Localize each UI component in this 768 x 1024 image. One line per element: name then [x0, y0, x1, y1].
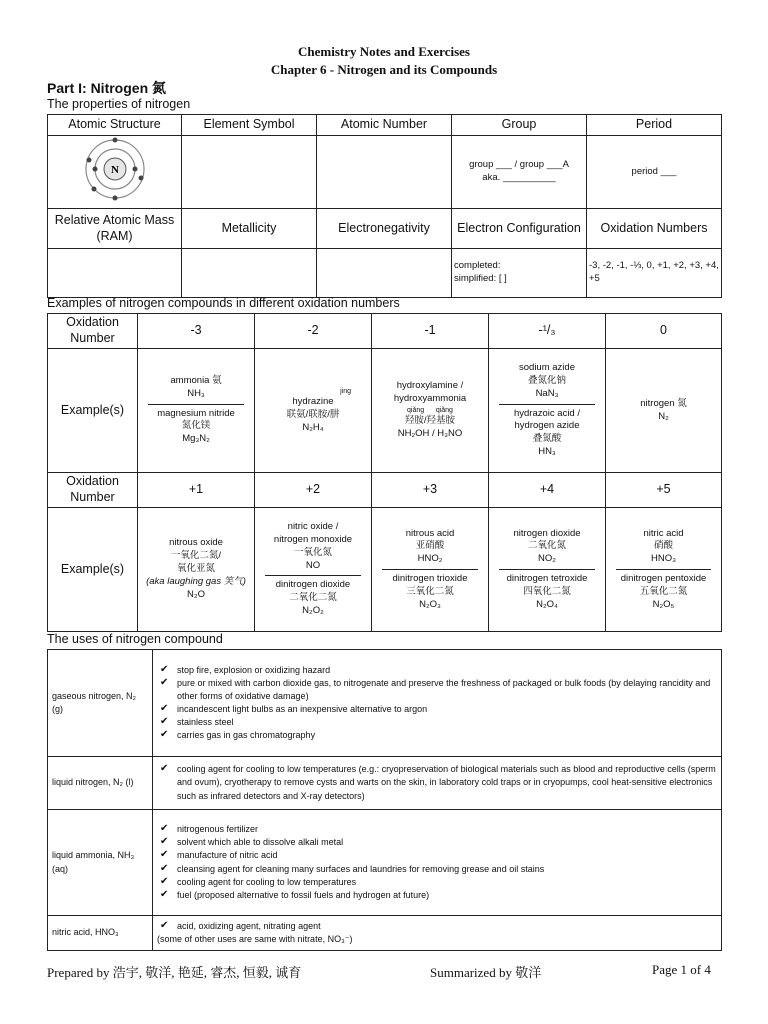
example-text: 硝酸: [653, 540, 673, 552]
example-text: sodium azide: [519, 362, 575, 374]
example-formula: NaN₃: [535, 387, 559, 399]
example-text: 三氧化二氮: [406, 585, 454, 597]
group-text: group ___ / group ___A: [469, 159, 569, 171]
header-ram: Relative Atomic Mass (RAM): [48, 209, 182, 249]
header-electron-configuration: Electron Configuration: [452, 209, 587, 249]
example-text: 四氧化二氮: [523, 585, 571, 597]
example-text: dinitrogen trioxide: [392, 573, 468, 584]
examples-label: Example(s): [48, 349, 138, 473]
example-formula: N₂: [658, 410, 669, 422]
example-text: (aka laughing gas 笑气): [146, 575, 246, 587]
properties-heading: The properties of nitrogen: [47, 97, 191, 111]
example-formula: N₂H₄: [302, 421, 324, 433]
example-text: ammonia 氨: [170, 374, 222, 386]
example-text: nitrous acid: [405, 527, 455, 539]
compound-name: liquid ammonia, NH₃ (aq): [48, 810, 153, 916]
header-electronegativity: Electronegativity: [317, 209, 452, 249]
use-item: ✔ carries gas in gas chromatography: [157, 729, 717, 742]
ox-pos3: +3: [372, 473, 489, 508]
compound-name: nitric acid, HNO₃: [48, 916, 153, 951]
examples-table: [47, 313, 722, 632]
header-group: Group: [452, 115, 587, 136]
example-pos2: [255, 508, 372, 632]
use-item: ✔ nitrogenous fertilizer: [157, 823, 717, 836]
use-item: ✔ manufacture of nitric acid: [157, 849, 717, 862]
uses-list-cell: [153, 650, 722, 757]
ox-pos1: +1: [138, 473, 255, 508]
example-neg1: [372, 349, 489, 473]
example-text: nitrogen monoxide: [273, 533, 353, 545]
header-metallicity: Metallicity: [182, 209, 317, 249]
footer-summarized-by: Summarized by 敬洋: [430, 965, 542, 980]
use-item: ✔ solvent which able to dissolve alkali metal: [157, 836, 717, 849]
header-oxidation-numbers: Oxidation Numbers: [587, 209, 722, 249]
footer-prepared-by: Prepared by 浩宇, 敬洋, 艳延, 睿杰, 恒毅, 诚育: [47, 965, 302, 980]
ox-pos5: +5: [606, 473, 722, 508]
use-item: ✔ pure or mixed with carbon dioxide gas, to nitrogenate and preserve the freshness of packaged or bulk foods (by delaying rancidity and other forms of oxidative damage): [157, 677, 717, 703]
oxidation-numbers-list: -3, -2, -1, -⅓, 0, +1, +2, +3, +4, +5: [589, 260, 719, 284]
electron-configuration-cell: [452, 249, 587, 298]
header-period: Period: [587, 115, 722, 136]
uses-table: [47, 649, 722, 951]
atomic-structure-cell: [48, 136, 182, 209]
example-formula: NH₂OH / H₃NO: [397, 428, 463, 440]
example-formula: Mg₃N₂: [182, 433, 210, 445]
example-text: magnesium nitride: [157, 407, 235, 419]
use-item: ✔ acid, oxidizing agent, nitrating agent: [157, 920, 717, 933]
element-symbol-cell: [182, 136, 317, 209]
example-formula: N₂O₄: [536, 598, 558, 610]
example-text: 叠氮酸: [532, 433, 562, 445]
example-text: 五氧化二氮: [639, 585, 688, 597]
example-formula: NO: [305, 559, 321, 571]
example-text: 二氧化二氮: [289, 592, 337, 604]
ox-pos4: +4: [489, 473, 606, 508]
example-text: nitric oxide /: [287, 521, 339, 533]
use-item: ✔ stainless steel: [157, 716, 717, 729]
use-item: ✔ cooling agent for cooling to low temperatures: [157, 876, 717, 889]
example-text: 亚硝酸: [415, 540, 445, 552]
part-title: Part I: Nitrogen 氮: [47, 80, 167, 96]
atomic-number-cell: [317, 136, 452, 209]
uses-list-cell: [153, 810, 722, 916]
example-formula: HN₃: [538, 446, 556, 458]
pinyin-annotation: qiǎng qiǎng: [407, 406, 453, 414]
oxidation-number-label: Oxidation Number: [48, 473, 138, 508]
example-text: 联氨/联胺/肼: [286, 408, 340, 420]
example-text: 氮化镁: [181, 420, 211, 432]
example-text: hydroxyammonia: [393, 392, 467, 404]
example-text: 二氧化氮: [527, 540, 566, 552]
example-text: 叠氮化钠: [527, 374, 566, 386]
footer-page-number: Page 1 of 4: [652, 962, 711, 977]
example-formula: N₂O₂: [302, 605, 324, 617]
compound-name: gaseous nitrogen, N₂ (g): [48, 650, 153, 757]
example-text: 氧化亚氮: [176, 563, 215, 575]
pinyin-annotation: jing: [340, 387, 351, 395]
group-cell: [452, 136, 587, 209]
atom-nucleus-label: N: [110, 164, 119, 176]
example-text: dinitrogen dioxide: [275, 579, 351, 591]
uses-heading: The uses of nitrogen compound: [47, 632, 223, 646]
ox-neg-third: -¹/₃: [489, 314, 606, 349]
use-item: ✔ cooling agent for cooling to low temperatures (e.g.: cryopreservation of biological materials such as blood and reproductive cells (sperm and ovum), cryotherapy to remove cysts and warts on the skin, in laboratory cold traps or in cryopumps, cool heat-sensitive electronics such as infrared detectors and X-ray detectors): [157, 763, 717, 802]
example-neg3: [138, 349, 255, 473]
oxidation-number-label: Oxidation Number: [48, 314, 138, 349]
example-text: nitrogen 氮: [640, 397, 687, 409]
use-item: ✔ stop fire, explosion or oxidizing hazard: [157, 664, 717, 677]
example-text: hydroxylamine /: [396, 380, 464, 392]
oxidation-numbers-cell: [587, 249, 722, 298]
examples-label: Example(s): [48, 508, 138, 632]
example-formula: NH₃: [187, 387, 205, 399]
ox-pos2: +2: [255, 473, 372, 508]
use-note: (some of other uses are same with nitrate, NO₃⁻): [157, 934, 353, 944]
example-text: 一氧化氮: [293, 546, 332, 558]
uses-list-cell: [153, 757, 722, 810]
example-text: nitric acid: [643, 527, 684, 539]
period-text: period ___: [631, 165, 677, 177]
example-pos5: [606, 508, 722, 632]
example-formula: N₂O: [187, 588, 205, 600]
chapter-title: Chapter 6 - Nitrogen and its Compounds: [270, 62, 498, 77]
example-text: 羟胺/羟基胺: [404, 415, 456, 427]
atom-diagram: [75, 136, 155, 202]
metallicity-cell: [182, 249, 317, 298]
compound-name: liquid nitrogen, N₂ (l): [48, 757, 153, 810]
example-formula: N₂O₅: [652, 598, 675, 610]
examples-heading: Examples of nitrogen compounds in different oxidation numbers: [47, 296, 400, 310]
use-item: ✔ fuel (proposed alternative to fossil fuels and hydrogen at future): [157, 889, 717, 902]
ram-cell: [48, 249, 182, 298]
example-pos4: [489, 508, 606, 632]
example-text: nitrogen dioxide: [513, 527, 581, 539]
example-pos3: [372, 508, 489, 632]
ox-zero: 0: [606, 314, 722, 349]
use-item: ✔ incandescent light bulbs as an inexpensive alternative to argon: [157, 703, 717, 716]
example-formula: HNO₂: [417, 553, 443, 565]
header-element-symbol: Element Symbol: [182, 115, 317, 136]
example-zero: [606, 349, 722, 473]
example-text: dinitrogen tetroxide: [506, 573, 588, 584]
ox-neg2: -2: [255, 314, 372, 349]
use-item: ✔ cleansing agent for cleaning many surfaces and laundries for removing grease and oil stains: [157, 863, 717, 876]
example-text: hydrogen azide: [514, 420, 580, 432]
uses-list-cell: [153, 916, 722, 951]
example-formula: N₂O₃: [419, 598, 441, 610]
period-cell: [587, 136, 722, 209]
ox-neg1: -1: [372, 314, 489, 349]
electronegativity-cell: [317, 249, 452, 298]
example-formula: NO₂: [538, 553, 556, 565]
example-neg-third: [489, 349, 606, 473]
example-pos1: [138, 508, 255, 632]
example-text: nitrous oxide: [169, 537, 223, 549]
group-aka: aka. __________: [482, 172, 556, 183]
header-atomic-structure: Atomic Structure: [48, 115, 182, 136]
example-formula: HNO₃: [651, 553, 676, 565]
example-text: hydrazoic acid /: [513, 407, 580, 419]
example-text: hydrazine: [292, 396, 334, 407]
ec-simplified: simplified: [ ]: [454, 273, 507, 284]
example-text: 一氧化二氮/: [170, 550, 222, 562]
example-neg2: [255, 349, 372, 473]
ox-neg3: -3: [138, 314, 255, 349]
header-atomic-number: Atomic Number: [317, 115, 452, 136]
document-title: Chemistry Notes and Exercises: [298, 44, 470, 59]
example-text: dinitrogen pentoxide: [620, 573, 707, 584]
properties-table: [47, 114, 722, 298]
ec-completed: completed:: [454, 260, 501, 272]
